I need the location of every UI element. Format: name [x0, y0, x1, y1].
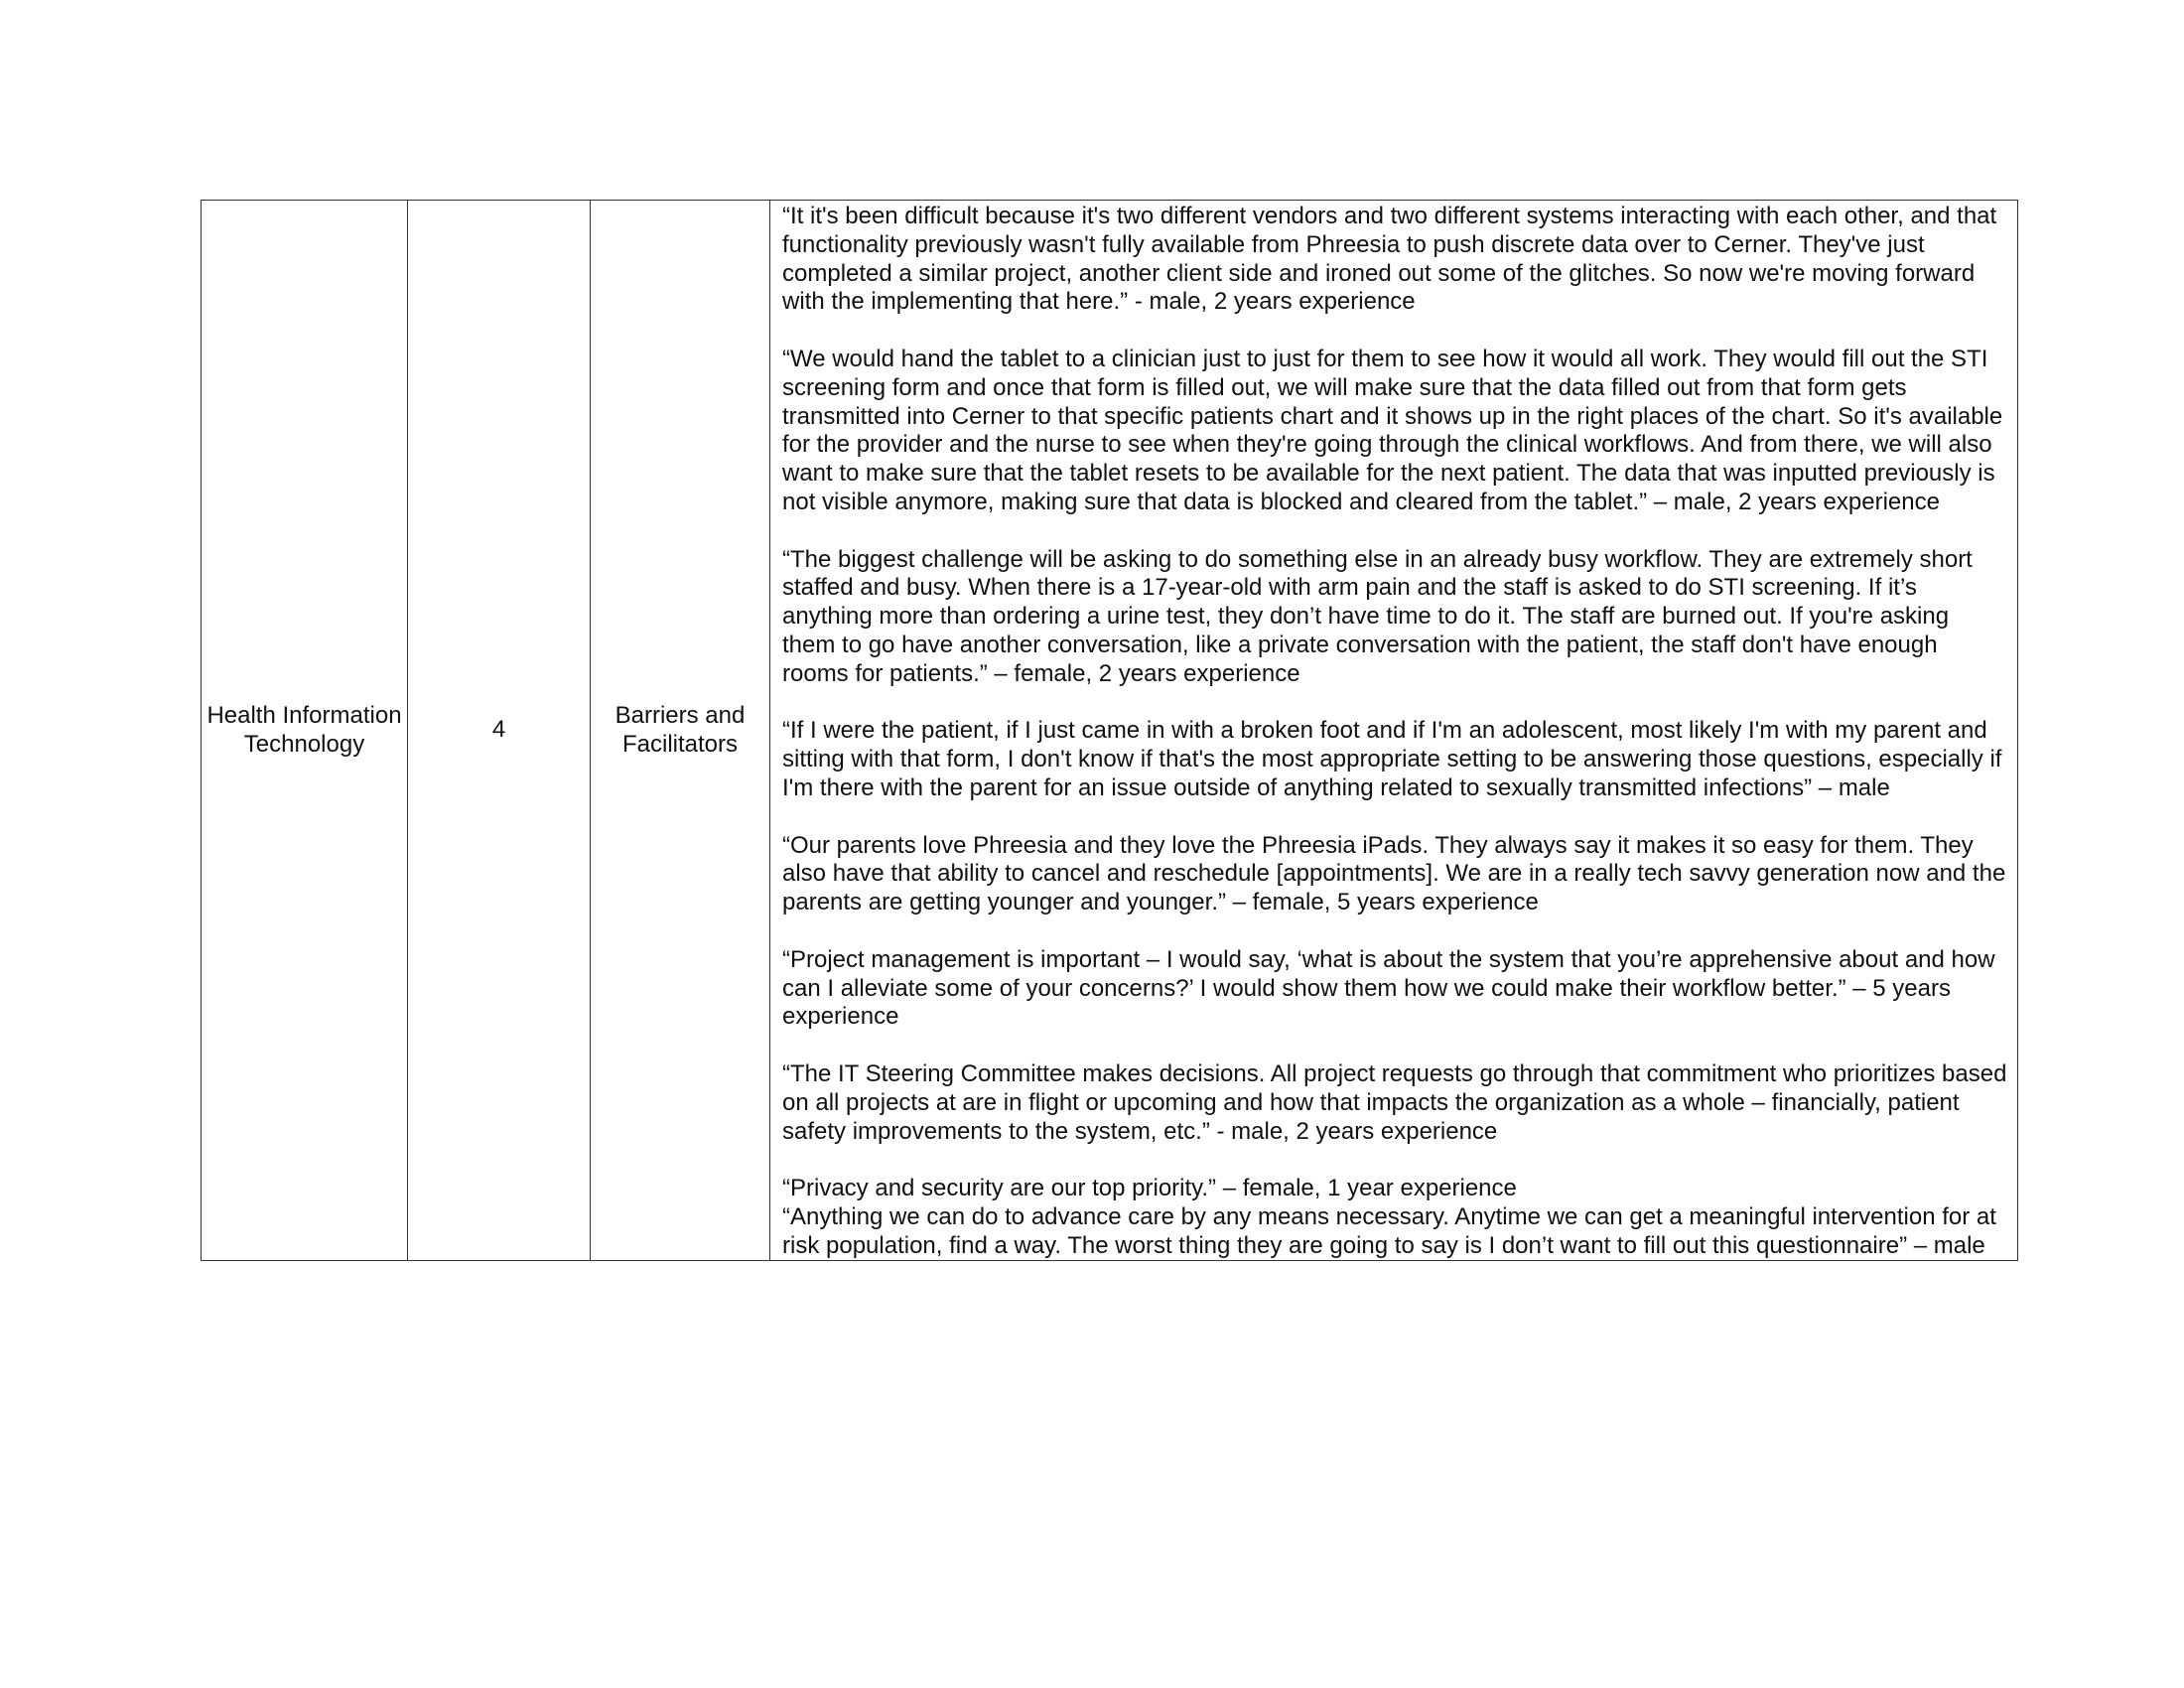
theme-cell: Health Information Technology	[202, 201, 408, 1261]
quote-paragraph: “If I were the patient, if I just came in with a broken foot and if I'm an adolescent, most likely I'm with my parent and sitting with that form, I don't know if that's the most appropriate setting to be answering those questions, especially if I'm there with the parent for an issue outside of anything related to sexually transmitted infections” – male	[782, 717, 2002, 801]
quote-paragraph: “The IT Steering Committee makes decisions. All project requests go through that commitment who prioritizes based on all projects at are in flight or upcoming and how that impacts the organization as a whole – financially, patient safety improvements to the system, etc.” - male, 2 years experience	[782, 1059, 2007, 1145]
quote-paragraph: “Anything we can do to advance care by any means necessary. Anytime we can get a meaningful intervention for at risk population, find a way. The worst thing they are going to say is I don’t want to fill out this questionnaire” – male	[782, 1202, 1996, 1259]
quote-paragraph: “It it's been difficult because it's two different vendors and two different systems interacting with each other, and that functionality previously wasn't fully available from Phreesia to push discrete data over to Cerner. They've just completed a similar project, another client side and ironed out some of the glitches. So now we're moving forward with the implementing that here.” - male, 2 years experience	[782, 203, 1997, 316]
quote-paragraph: “The biggest challenge will be asking to do something else in an already busy workflow. They are extremely short staffed and busy. When there is a 17-year-old with arm pain and the staff is asked to do STI screening. If it’s anything more than ordering a urine test, they don’t have time to do it. The staff are burned out. If you're asking them to go have another conversation, like a private conversation with the patient, the staff don't have enough rooms for patients.” – female, 2 years experience	[782, 545, 1973, 687]
count-cell: 4	[408, 201, 591, 1261]
table-row	[202, 201, 2018, 1261]
domain-cell: Barriers and Facilitators	[591, 201, 770, 1261]
quote-paragraph: “Privacy and security are our top priority.” – female, 1 year experience	[782, 1175, 1517, 1202]
quote-paragraph: “Project management is important – I would say, ‘what is about the system that you’re apprehensive about and how can I alleviate some of your concerns?’ I would show them how we could make their workflow better.” – 5 years experience	[782, 945, 1995, 1031]
quotes-cell	[770, 201, 2018, 1261]
quote-paragraph: “We would hand the tablet to a clinician just to just for them to see how it would all work. They would fill out the STI screening form and once that form is filled out, we will make sure that the data filled out from that form gets transmitted into Cerner to that specific patients chart and it shows up in the right places of the chart. So it's available for the provider and the nurse to see when they're going through the clinical workflows. And from there, we will also want to make sure that the tablet resets to be available for the next patient. The data that was inputted previously is not visible anymore, making sure that data is blocked and cleared from the tablet.” – male, 2 years experience	[782, 345, 2003, 515]
quote-paragraph: “Our parents love Phreesia and they love the Phreesia iPads. They always say it makes it so easy for them. They also have that ability to cancel and reschedule [appointments]. We are in a really tech savvy generation now and the parents are getting younger and younger.” – female, 5 years experience	[782, 831, 2006, 916]
themes-table	[201, 200, 2018, 1261]
